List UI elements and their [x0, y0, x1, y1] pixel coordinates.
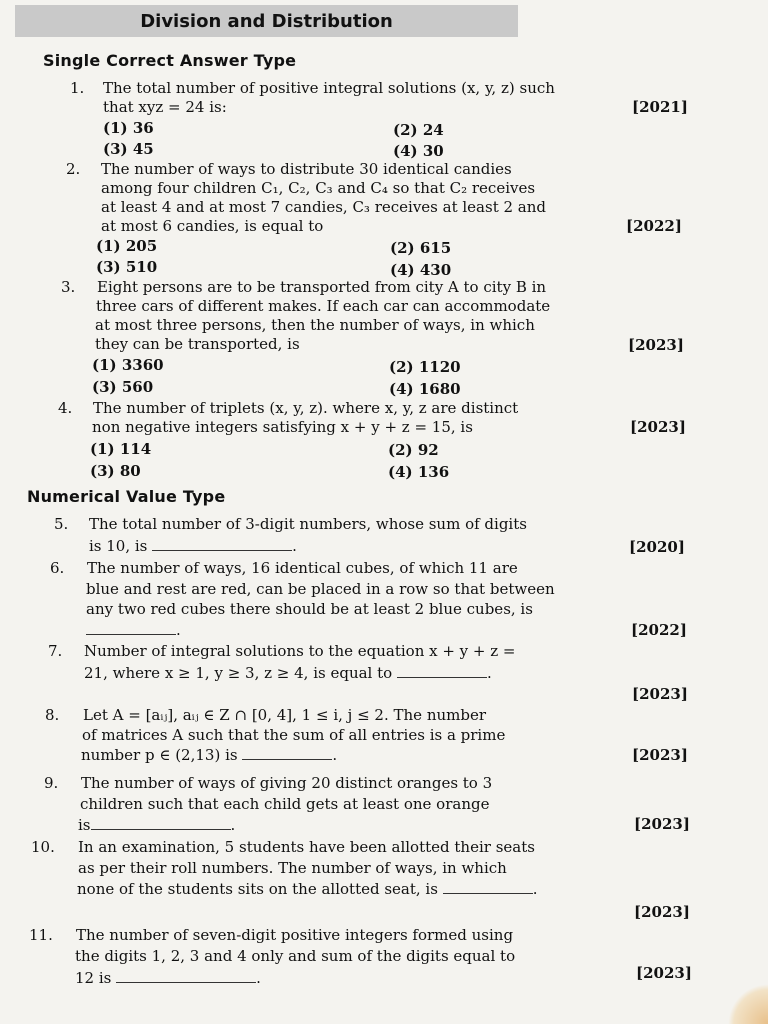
option-1: (1) 36 [103, 119, 154, 137]
option-3: (3) 510 [96, 258, 158, 276]
page: Division and Distribution Single Correct Answer Type 1. The total number of positive integral solutions (x, y, z) such that xyz = 24 is: [2021] (1) 36 (2) 24 (3) 45 (4) 30 2. The number of ways to distribute 30 identical candies among four children C₁, C₂, C₃ and C₄ so that C₂ receives at least 4 and at most 7 candies, C₃ receives at least 2 and at most 6 candies, is equal to [2022] (1) 205 (2) 615 (3) 510 (4) 430 3. Eight persons are to be transported from city A to city B in three cars of different makes. If each car can accommodate at most three persons, then the number of ways, in which they can be transported, is [2023] (1) 3360 (2) 1120 (3) 560 (4) 1680 4. The number of triplets (x, y, z). where x, y, z are distinct non negative integers satisfying x + y + z = 15, is [2023] (1) 114 (2) 92 (3) 80 (4) 136 Numerical Value Type 5. The total number of 3-digit numbers, whose sum of digits is 10, is . [2020] 6. The number of ways, 16 identical cubes, of which 11 are blue and rest are red, can be placed in a row so that between any two red cubes there should be at least 2 blue cubes, is . [2022] 7. Number of integral solutions to the equation x + y + z = 21, where x ≥ 1, y ≥ 3, z ≥ 4, is equal to . [2023] 8. Let A = [aᵢⱼ], aᵢⱼ ∈ Z ∩ [0, 4], 1 ≤ i, j ≤ 2. The number of matrices A such that the sum of all entries is a prime number p ∈ (2,13) is . [2023] 9. The number of ways of giving 20 distinct oranges to 3 children such that each child gets at least one orange is . [2023] 10. In an examination, 5 students have been allotted their seats as per their roll numbers. The number of ways, in which none of the students sits on the allotted seat, is . [2023] 11. The number of seven-digit positive integers formed using the digits 1, 2, 3 and 4 only and sum of the digits equal to 12 is . [2023] [0, 0, 768, 1024]
option-2: (2) 92 [388, 441, 439, 459]
option-4: (4) 30 [393, 142, 444, 160]
answer-blank [152, 538, 292, 551]
question-text: at most three persons, then the number of ways, in which [95, 316, 535, 334]
question-text: of matrices A such that the sum of all entries is a prime [82, 726, 506, 744]
option-1: (1) 3360 [92, 356, 164, 374]
year-tag: [2023] [634, 815, 690, 833]
question-text: The number of ways to distribute 30 identical candies [101, 160, 512, 178]
year-tag: [2023] [636, 964, 692, 982]
question-text: The number of triplets (x, y, z). where x, y, z are distinct [93, 399, 519, 417]
question-text: among four children C₁, C₂, C₃ and C₄ so that C₂ receives [101, 179, 536, 197]
question-number: 5. [54, 515, 69, 533]
question-number: 8. [45, 706, 60, 724]
answer-blank [397, 665, 487, 678]
section-heading-numerical: Numerical Value Type [27, 487, 226, 506]
option-1: (1) 114 [90, 440, 152, 458]
question-text: three cars of different makes. If each car can accommodate [96, 297, 551, 315]
year-tag: [2022] [631, 621, 687, 639]
year-tag: [2023] [634, 903, 690, 921]
question-number: 1. [70, 79, 85, 97]
chapter-title-bar [15, 5, 518, 37]
question-text: The number of seven-digit positive integers formed using [76, 926, 514, 944]
year-tag: [2023] [632, 746, 688, 764]
option-4: (4) 430 [390, 261, 452, 279]
question-text: none of the students sits on the allotted seat, is [77, 880, 438, 898]
question-text: any two red cubes there should be at least 2 blue cubes, is [86, 600, 533, 618]
question-text: number p ∈ (2,13) is [81, 746, 238, 764]
option-2: (2) 24 [393, 121, 444, 139]
question-text: 12 is [75, 969, 112, 987]
question-text: Let A = [aᵢⱼ], aᵢⱼ ∈ Z ∩ [0, 4], 1 ≤ i, j ≤ 2. The number [83, 706, 487, 724]
question-number: 4. [58, 399, 73, 417]
option-3: (3) 80 [90, 462, 141, 480]
option-2: (2) 615 [390, 239, 452, 257]
year-tag: [2021] [632, 98, 688, 116]
section-heading-single: Single Correct Answer Type [43, 51, 297, 70]
question-text: In an examination, 5 students have been allotted their seats [78, 838, 535, 856]
question-text: is [78, 816, 91, 834]
question-text: non negative integers satisfying x + y + z = 15, is [92, 418, 473, 436]
question-text: is 10, is [89, 537, 148, 555]
question-text: as per their roll numbers. The number of ways, in which [78, 859, 507, 877]
answer-blank [242, 747, 332, 760]
question-text: 21, where x ≥ 1, y ≥ 3, z ≥ 4, is equal to [84, 664, 393, 682]
year-tag: [2022] [626, 217, 682, 235]
answer-blank [116, 970, 256, 983]
option-3: (3) 560 [92, 378, 154, 396]
question-text: Number of integral solutions to the equation x + y + z = [84, 642, 516, 660]
option-3: (3) 45 [103, 140, 154, 158]
question-number: 10. [31, 838, 55, 856]
question-text: The number of ways, 16 identical cubes, of which 11 are [87, 559, 518, 577]
question-text: The total number of 3-digit numbers, whose sum of digits [89, 515, 527, 533]
option-2: (2) 1120 [389, 358, 461, 376]
question-text: The number of ways of giving 20 distinct oranges to 3 [81, 774, 493, 792]
answer-blank [91, 817, 231, 830]
question-text: that xyz = 24 is: [103, 98, 227, 116]
question-number: 6. [50, 559, 65, 577]
question-number: 9. [44, 774, 59, 792]
question-text: blue and rest are red, can be placed in a row so that between [86, 580, 555, 598]
answer-blank [443, 881, 533, 894]
question-text: at least 4 and at most 7 candies, C₃ receives at least 2 and [101, 198, 547, 216]
question-text: Eight persons are to be transported from city A to city B in [97, 278, 547, 296]
chapter-title: Division and Distribution [140, 10, 393, 32]
question-number: 3. [61, 278, 76, 296]
question-text: children such that each child gets at least one orange [80, 795, 490, 813]
year-tag: [2023] [628, 336, 684, 354]
page-corner-shadow [728, 984, 768, 1024]
year-tag: [2020] [629, 538, 685, 556]
question-text: they can be transported, is [95, 335, 300, 353]
year-tag: [2023] [632, 685, 688, 703]
option-1: (1) 205 [96, 237, 158, 255]
question-number: 7. [48, 642, 63, 660]
question-text: at most 6 candies, is equal to [101, 217, 324, 235]
option-4: (4) 136 [388, 463, 450, 481]
question-number: 11. [29, 926, 53, 944]
answer-blank [86, 622, 176, 635]
question-number: 2. [66, 160, 81, 178]
question-text: The total number of positive integral solutions (x, y, z) such [103, 79, 555, 97]
year-tag: [2023] [630, 418, 686, 436]
option-4: (4) 1680 [389, 380, 461, 398]
question-text: the digits 1, 2, 3 and 4 only and sum of the digits equal to [75, 947, 516, 965]
